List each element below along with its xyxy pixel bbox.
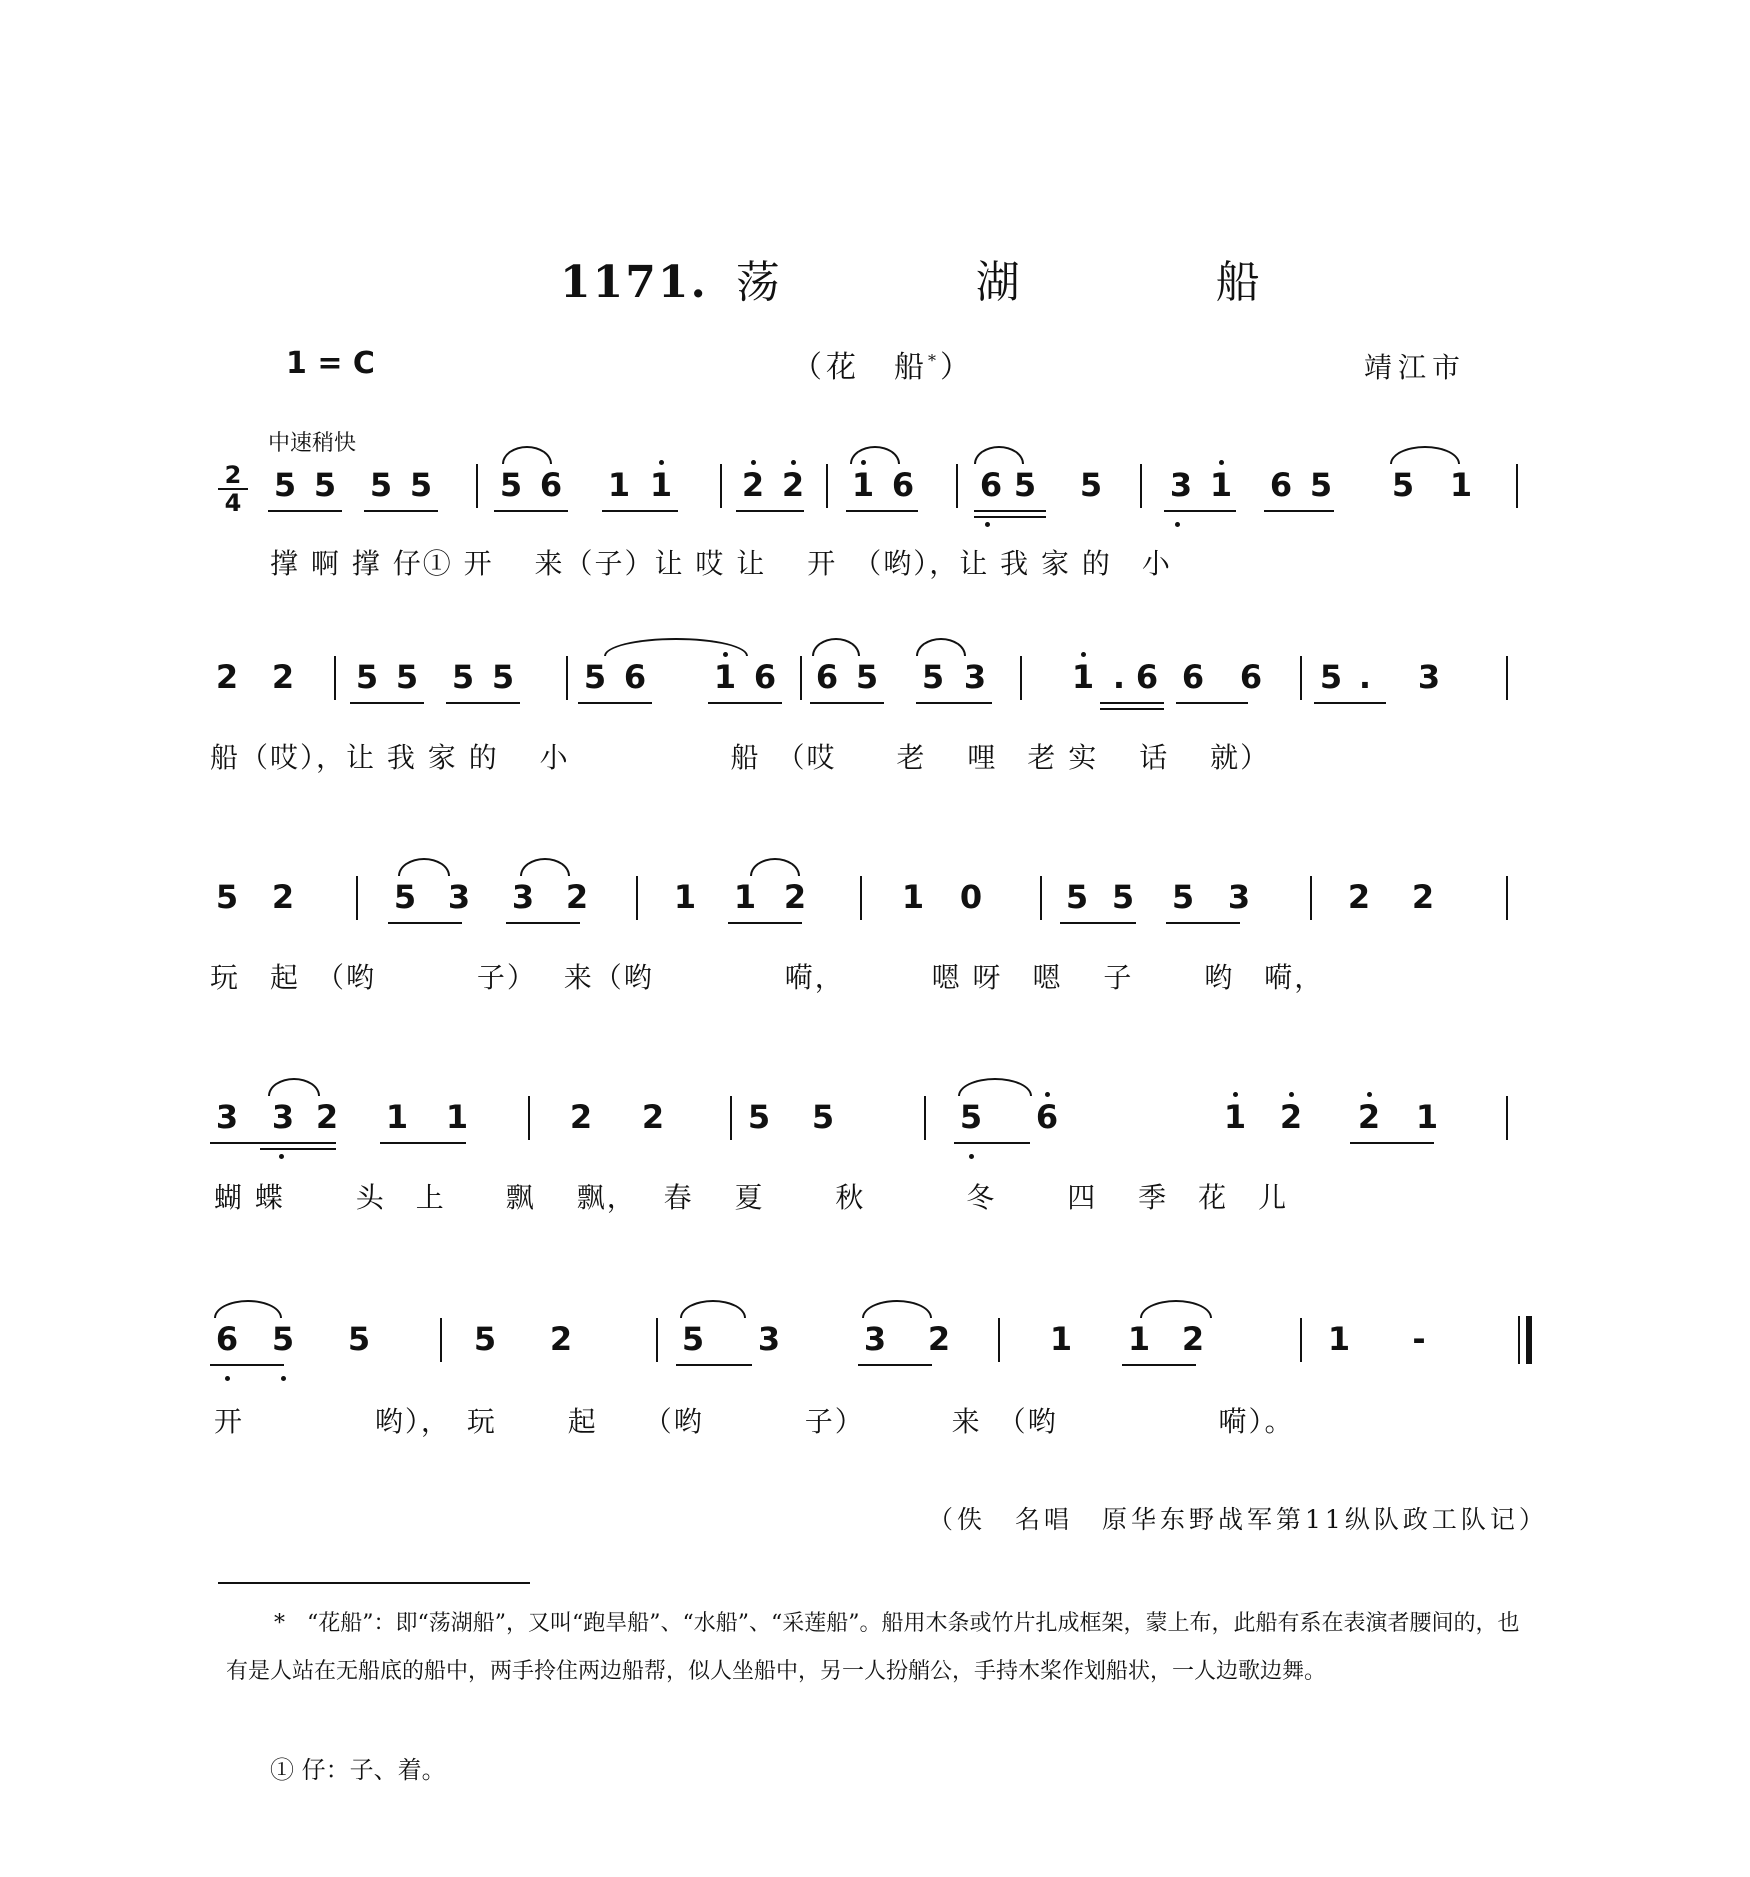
footnote-rule [218, 1582, 530, 1584]
note: 2 [1347, 878, 1371, 916]
underline-beam [1264, 510, 1334, 512]
octave-dot-below [279, 1154, 284, 1159]
note: . [1112, 658, 1126, 696]
note: 1 [673, 878, 697, 916]
note: 5 [811, 1098, 835, 1136]
slur [750, 858, 800, 876]
note: 5 [921, 658, 945, 696]
octave-dot-above [1219, 460, 1224, 465]
note: 5 [1171, 878, 1195, 916]
slur [974, 446, 1024, 464]
time-signature-bottom: 4 [218, 488, 248, 516]
note: 3 [963, 658, 987, 696]
slur [680, 1300, 746, 1318]
underline-beam [1314, 702, 1386, 704]
octave-dot-below [225, 1376, 230, 1381]
note: 5 [1065, 878, 1089, 916]
slur [916, 638, 966, 656]
barline [998, 1318, 1000, 1362]
lyric-line-4: 蝴 蝶 头 上 飘 飘， 春 夏 秋 冬 四 季 花 儿 [214, 1181, 1289, 1214]
song-name: 荡 湖 船 [735, 257, 1336, 308]
double-underline-beam [260, 1148, 336, 1150]
note: 1 [851, 466, 875, 504]
note: 5 [313, 466, 337, 504]
underline-beam [916, 702, 992, 704]
slur [520, 858, 570, 876]
time-signature [218, 462, 248, 516]
final-barline-thick [1526, 1316, 1532, 1364]
note: 1 [445, 1098, 469, 1136]
barline [636, 876, 638, 920]
note: 1 [1127, 1320, 1151, 1358]
slur [958, 1078, 1032, 1096]
underline-beam [494, 510, 568, 512]
note: 2 [565, 878, 589, 916]
note: 2 [927, 1320, 951, 1358]
underline-beam [846, 510, 918, 512]
octave-dot-above [1081, 652, 1086, 657]
note: 1 [1223, 1098, 1247, 1136]
barline [528, 1096, 530, 1140]
note: 5 [273, 466, 297, 504]
note: 6 [1181, 658, 1205, 696]
note: 1 [901, 878, 925, 916]
note: 6 [1269, 466, 1293, 504]
note: 1 [1049, 1320, 1073, 1358]
barline [440, 1318, 442, 1362]
note: 2 [783, 878, 807, 916]
octave-dot-below [1175, 522, 1180, 527]
barline [1300, 656, 1302, 700]
barline [924, 1096, 926, 1140]
note: 1 [385, 1098, 409, 1136]
note: . [1358, 658, 1372, 696]
note: 5 [271, 1320, 295, 1358]
note: 5 [1391, 466, 1415, 504]
barline [1516, 464, 1518, 508]
note: 3 [215, 1098, 239, 1136]
slur [850, 446, 900, 464]
note: 2 [315, 1098, 339, 1136]
note: 5 [355, 658, 379, 696]
note: 1 [733, 878, 757, 916]
note: 5 [855, 658, 879, 696]
note: 3 [757, 1320, 781, 1358]
note: 1 [649, 466, 673, 504]
note: 5 [473, 1320, 497, 1358]
barline [1300, 1318, 1302, 1362]
note: 5 [491, 658, 515, 696]
note: 5 [1079, 466, 1103, 504]
octave-dot-above [1233, 1092, 1238, 1097]
underline-beam [388, 922, 462, 924]
note: 1 [1209, 466, 1233, 504]
lyric-line-5: 开 哟）， 玩 起 （哟 子） 来 （哟 嗬）。 [214, 1405, 1295, 1438]
note: 2 [215, 658, 239, 696]
barline [1140, 464, 1142, 508]
barline [476, 464, 478, 508]
barline [566, 656, 568, 700]
time-signature-top: 2 [224, 461, 242, 489]
underline-beam [858, 1364, 932, 1366]
note: 5 [393, 878, 417, 916]
note: 6 [815, 658, 839, 696]
barline [656, 1318, 658, 1362]
barline [800, 656, 802, 700]
note: 1 [713, 658, 737, 696]
note: 2 [1279, 1098, 1303, 1136]
note: 1 [1327, 1320, 1351, 1358]
double-underline-beam [1100, 708, 1164, 710]
octave-dot-above [791, 460, 796, 465]
underline-beam [1122, 1364, 1196, 1366]
note: 5 [747, 1098, 771, 1136]
underline-beam [268, 510, 342, 512]
underline-beam [1350, 1142, 1434, 1144]
note: 2 [549, 1320, 573, 1358]
lyric-line-2: 船（哎），让 我 家 的 小 船 （哎 老 哩 老 实 话 就） [210, 741, 1271, 774]
note: 6 [1135, 658, 1159, 696]
note: - [1412, 1320, 1426, 1358]
note: 6 [1035, 1098, 1059, 1136]
note: 3 [1227, 878, 1251, 916]
note: 5 [1319, 658, 1343, 696]
lyric-line-3: 玩 起 （哟 子） 来（哟 嗬， 嗯 呀 嗯 子 哟 嗬， [210, 961, 1325, 994]
genre-label [792, 342, 974, 386]
note: 5 [347, 1320, 371, 1358]
note: 3 [1417, 658, 1441, 696]
underline-beam [1100, 702, 1164, 704]
note: 5 [1111, 878, 1135, 916]
barline [1506, 876, 1508, 920]
note: 2 [1411, 878, 1435, 916]
underline-beam [380, 1142, 466, 1144]
slur [862, 1300, 932, 1318]
underline-beam [446, 702, 520, 704]
slur [268, 1078, 320, 1096]
underline-beam [708, 702, 782, 704]
note: 6 [539, 466, 563, 504]
barline [1020, 656, 1022, 700]
barline [334, 656, 336, 700]
genre-text: （花 船 [792, 350, 928, 385]
double-underline-beam [974, 516, 1046, 518]
octave-dot-above [659, 460, 664, 465]
note: 2 [781, 466, 805, 504]
slur [604, 638, 748, 656]
note: 5 [215, 878, 239, 916]
note: 6 [1239, 658, 1263, 696]
note: 2 [271, 658, 295, 696]
underline-beam [676, 1364, 752, 1366]
octave-dot-above [1045, 1092, 1050, 1097]
note: 1 [607, 466, 631, 504]
note: 6 [623, 658, 647, 696]
note: 5 [959, 1098, 983, 1136]
key-signature: 1 = C [286, 346, 375, 381]
slur [812, 638, 860, 656]
barline [720, 464, 722, 508]
note: 2 [569, 1098, 593, 1136]
slur [502, 446, 552, 464]
underline-beam [1164, 510, 1236, 512]
octave-dot-below [969, 1154, 974, 1159]
underline-beam [1166, 922, 1240, 924]
note: 5 [681, 1320, 705, 1358]
footnote-one: ① 仔：子、着。 [270, 1756, 446, 1784]
tempo-marking: 中速稍快 [268, 431, 357, 456]
footnote-star: * “花船”：即“荡湖船”，又叫“跑旱船”、“水船”、“采莲船”。船用木条或竹片扎成框架，蒙上布，此船有系在表演者腰间的，也有是人站在无船底的船中，两手拎住两边船帮，似人坐船中，另一人扮艄公，手持木桨作划船状，一人边歌边舞。 [226, 1611, 1520, 1684]
song-number: 1171. [560, 257, 708, 308]
lyric-line-1: 撑 啊 撑 仔① 开 来（子）让 哎 让 开 （哟），让 我 家 的 小 [270, 547, 1172, 580]
octave-dot-above [1289, 1092, 1294, 1097]
underline-beam [602, 510, 678, 512]
underline-beam [810, 702, 884, 704]
note: 5 [369, 466, 393, 504]
octave-dot-above [1367, 1092, 1372, 1097]
underline-beam [1060, 922, 1136, 924]
note: 6 [979, 466, 1003, 504]
credit-line: （佚 名唱 原华东野战军第11纵队政工队记） [928, 1505, 1548, 1534]
final-barline-thin [1518, 1316, 1520, 1364]
slur [214, 1300, 282, 1318]
barline [826, 464, 828, 508]
underline-beam [1176, 702, 1248, 704]
note: 5 [1309, 466, 1333, 504]
note: 2 [741, 466, 765, 504]
note: 6 [753, 658, 777, 696]
note: 3 [511, 878, 535, 916]
slur [1390, 446, 1460, 464]
note: 5 [583, 658, 607, 696]
underline-beam [954, 1142, 1030, 1144]
underline-beam [736, 510, 804, 512]
note: 5 [395, 658, 419, 696]
octave-dot-below [985, 522, 990, 527]
note: 2 [1181, 1320, 1205, 1358]
underline-beam [364, 510, 438, 512]
underline-beam [350, 702, 424, 704]
barline [356, 876, 358, 920]
underline-beam [578, 702, 652, 704]
octave-dot-below [281, 1376, 286, 1381]
note: 5 [1013, 466, 1037, 504]
note: 5 [451, 658, 475, 696]
note: 3 [863, 1320, 887, 1358]
note: 1 [1449, 466, 1473, 504]
underline-beam [728, 922, 802, 924]
note: 6 [215, 1320, 239, 1358]
note: 3 [271, 1098, 295, 1136]
note: 1 [1071, 658, 1095, 696]
place-of-origin: 靖江市 [1364, 351, 1467, 384]
note: 5 [499, 466, 523, 504]
note: 2 [271, 878, 295, 916]
note: 3 [447, 878, 471, 916]
octave-dot-above [751, 460, 756, 465]
genre-close: ） [940, 350, 974, 385]
barline [1040, 876, 1042, 920]
barline [730, 1096, 732, 1140]
note: 2 [1357, 1098, 1381, 1136]
barline [1310, 876, 1312, 920]
note: 6 [891, 466, 915, 504]
barline [1506, 1096, 1508, 1140]
song-title [560, 246, 1336, 310]
note: 5 [409, 466, 433, 504]
slur [1140, 1300, 1212, 1318]
note: 2 [641, 1098, 665, 1136]
genre-footnote-mark: * [928, 351, 940, 370]
barline [1506, 656, 1508, 700]
underline-beam [506, 922, 580, 924]
underline-beam [974, 510, 1046, 512]
note: 3 [1169, 466, 1193, 504]
slur [398, 858, 450, 876]
barline [860, 876, 862, 920]
note: 0 [959, 878, 983, 916]
barline [956, 464, 958, 508]
note: 1 [1415, 1098, 1439, 1136]
underline-beam [210, 1142, 336, 1144]
underline-beam [210, 1364, 284, 1366]
